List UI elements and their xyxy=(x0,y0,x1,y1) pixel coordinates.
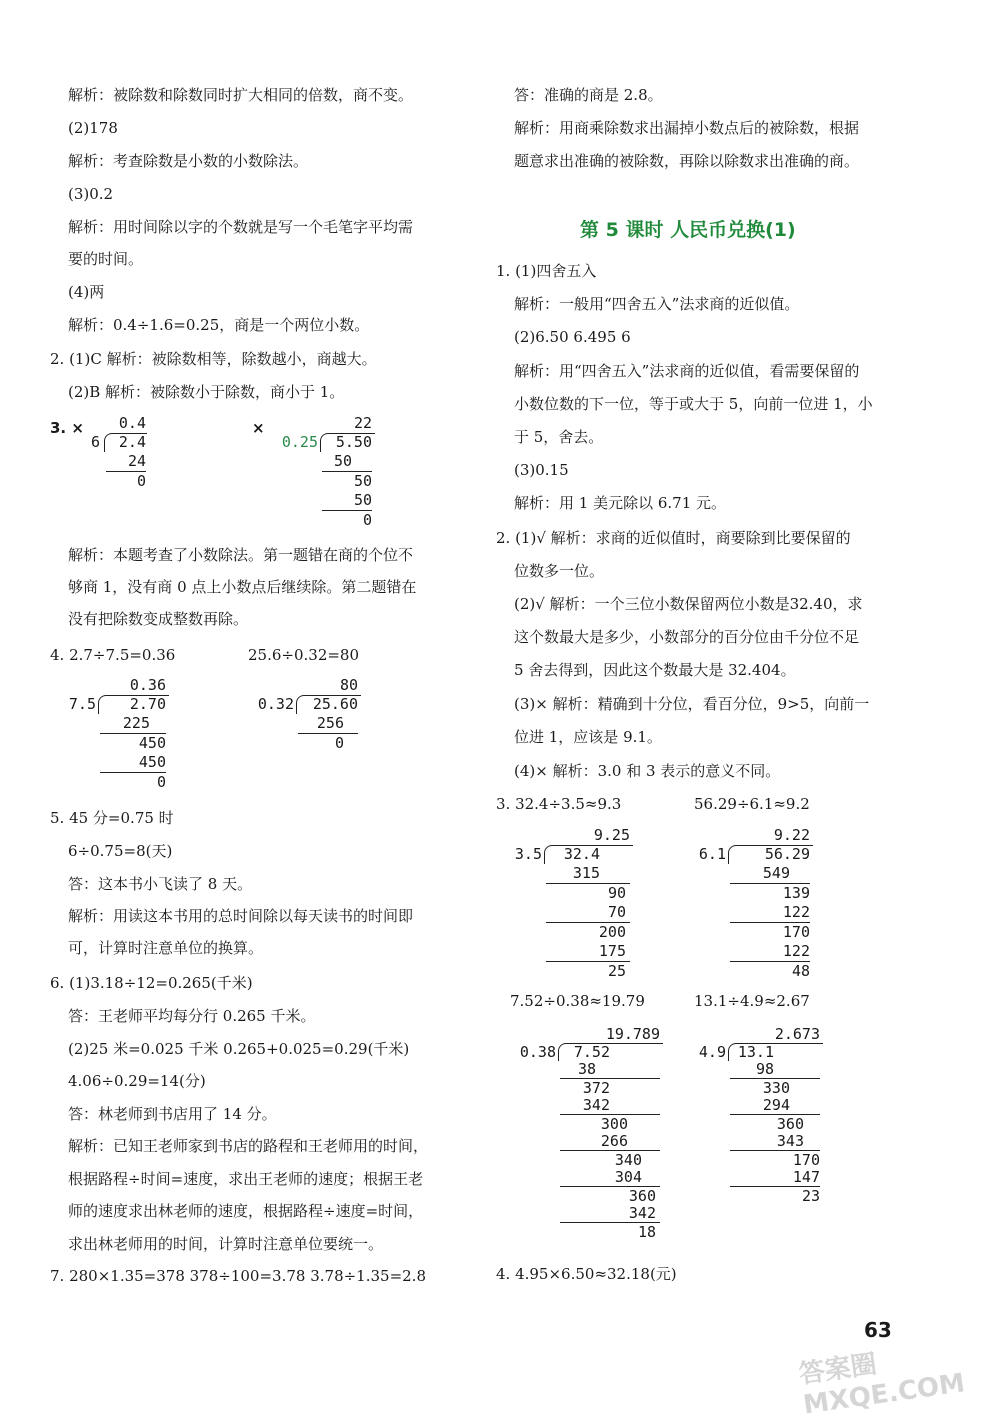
text-line: 师的速度求出林老师的速度，根据路程÷速度=时间， xyxy=(68,1202,424,1220)
text-line: (2)√ 解析：一个三位小数保留两位小数是32.40，求 xyxy=(514,595,863,613)
text-line: (3)× 解析：精确到十分位，看百分位，9>5，向前一 xyxy=(514,695,870,713)
text-line: 6. (1)3.18÷12=0.265(千米) xyxy=(50,974,253,992)
text-line: 解析：本题考查了小数除法。第一题错在商的个位不 xyxy=(68,546,414,564)
text-line: 6÷0.75=8(天) xyxy=(68,842,173,860)
text-line: 可，计算时注意单位的换算。 xyxy=(68,939,264,957)
text-line: 解析：用时间除以字的个数就是写一个毛笔字平均需 xyxy=(68,218,414,236)
text-line: (2)25 米=0.025 千米 0.265+0.025=0.29(千米) xyxy=(68,1040,410,1058)
text-line: 56.29÷6.1≈9.2 xyxy=(694,795,810,813)
text-line: 1. (1)四舍五入 xyxy=(496,262,597,280)
text-line: 小数位数的下一位，等于或大于 5，向前一位进 1，小 xyxy=(514,395,873,413)
text-line: (2)B 解析：被除数小于除数，商小于 1。 xyxy=(68,383,345,401)
text-line: 25.6÷0.32=80 xyxy=(248,646,360,664)
page-number: 63 xyxy=(864,1318,892,1342)
text-line: (2)178 xyxy=(68,119,118,137)
text-line: 解析：用读这本书用的总时间除以每天读书的时间即 xyxy=(68,907,414,925)
text-line: 4. 4.95×6.50≈32.18(元) xyxy=(496,1265,677,1283)
text-line: 3. 32.4÷3.5≈9.3 xyxy=(496,795,622,813)
section-title: 第 5 课时 人民币兑换(1) xyxy=(580,219,796,241)
text-line: 解析：被除数和除数同时扩大相同的倍数，商不变。 xyxy=(68,86,414,104)
text-line: 位数多一位。 xyxy=(514,562,605,580)
text-line: 解析：用 1 美元除以 6.71 元。 xyxy=(514,494,727,512)
text-line: 位进 1，应该是 9.1。 xyxy=(514,728,662,746)
text-line: 够商 1，没有商 0 点上小数点后继续除。第二题错在 xyxy=(68,578,417,596)
text-line: 解析：0.4÷1.6=0.25，商是一个两位小数。 xyxy=(68,316,370,334)
text-line: 答：这本书小飞读了 8 天。 xyxy=(68,875,253,893)
text-line: 答：林老师到书店用了 14 分。 xyxy=(68,1105,277,1123)
text-line: 2. (1)√ 解析：求商的近似值时，商要除到比要保留的 xyxy=(496,529,851,547)
question-3-label: 3. × xyxy=(50,419,84,437)
text-line: 于 5，舍去。 xyxy=(514,428,604,446)
text-line: 7. 280×1.35=378 378÷100=3.78 3.78÷1.35=2.8 xyxy=(50,1267,426,1285)
text-line: 4. 2.7÷7.5=0.36 xyxy=(50,646,176,664)
text-line: (2)6.50 6.495 6 xyxy=(514,328,631,346)
text-line: 5. 45 分=0.75 时 xyxy=(50,809,174,827)
text-line: 答：王老师平均每分行 0.265 千米。 xyxy=(68,1007,316,1025)
text-line: 题意求出准确的被除数，再除以除数求出准确的商。 xyxy=(514,152,860,170)
text-line: 解析：考查除数是小数的小数除法。 xyxy=(68,152,309,170)
text-line: (4)× 解析：3.0 和 3 表示的意义不同。 xyxy=(514,762,781,780)
text-line: 解析：已知王老师家到书店的路程和王老师用的时间， xyxy=(68,1137,429,1155)
question-3-cross: × xyxy=(252,419,265,437)
text-line: 4.06÷0.29=14(分) xyxy=(68,1072,206,1090)
watermark: 答案圈 MXQE.COM xyxy=(797,1349,967,1421)
text-line: (3)0.15 xyxy=(514,461,569,479)
text-line: 2. (1)C 解析：被除数相等，除数越小，商越大。 xyxy=(50,350,377,368)
text-line: 求出林老师用的时间，计算时注意单位要统一。 xyxy=(68,1235,384,1253)
text-line: 根据路程÷时间=速度，求出王老师的速度；根据王老 xyxy=(68,1170,424,1188)
text-line: 13.1÷4.9≈2.67 xyxy=(694,992,810,1010)
text-line: 解析：用商乘除数求出漏掉小数点后的被除数，根据 xyxy=(514,119,860,137)
text-line: 没有把除数变成整数再除。 xyxy=(68,610,249,628)
text-line: 解析：一般用“四舍五入”法求商的近似值。 xyxy=(514,295,800,313)
text-line: (4)两 xyxy=(68,283,105,301)
text-line: 答：准确的商是 2.8。 xyxy=(514,86,663,104)
text-line: 5 舍去得到，因此这个数最大是 32.404。 xyxy=(514,661,796,679)
text-line: 要的时间。 xyxy=(68,250,144,268)
text-line: 这个数最大是多少，小数部分的百分位由千分位不足 xyxy=(514,628,860,646)
text-line: 解析：用“四舍五入”法求商的近似值，看需要保留的 xyxy=(514,362,860,380)
text-line: (3)0.2 xyxy=(68,185,114,203)
text-line: 7.52÷0.38≈19.79 xyxy=(510,992,645,1010)
